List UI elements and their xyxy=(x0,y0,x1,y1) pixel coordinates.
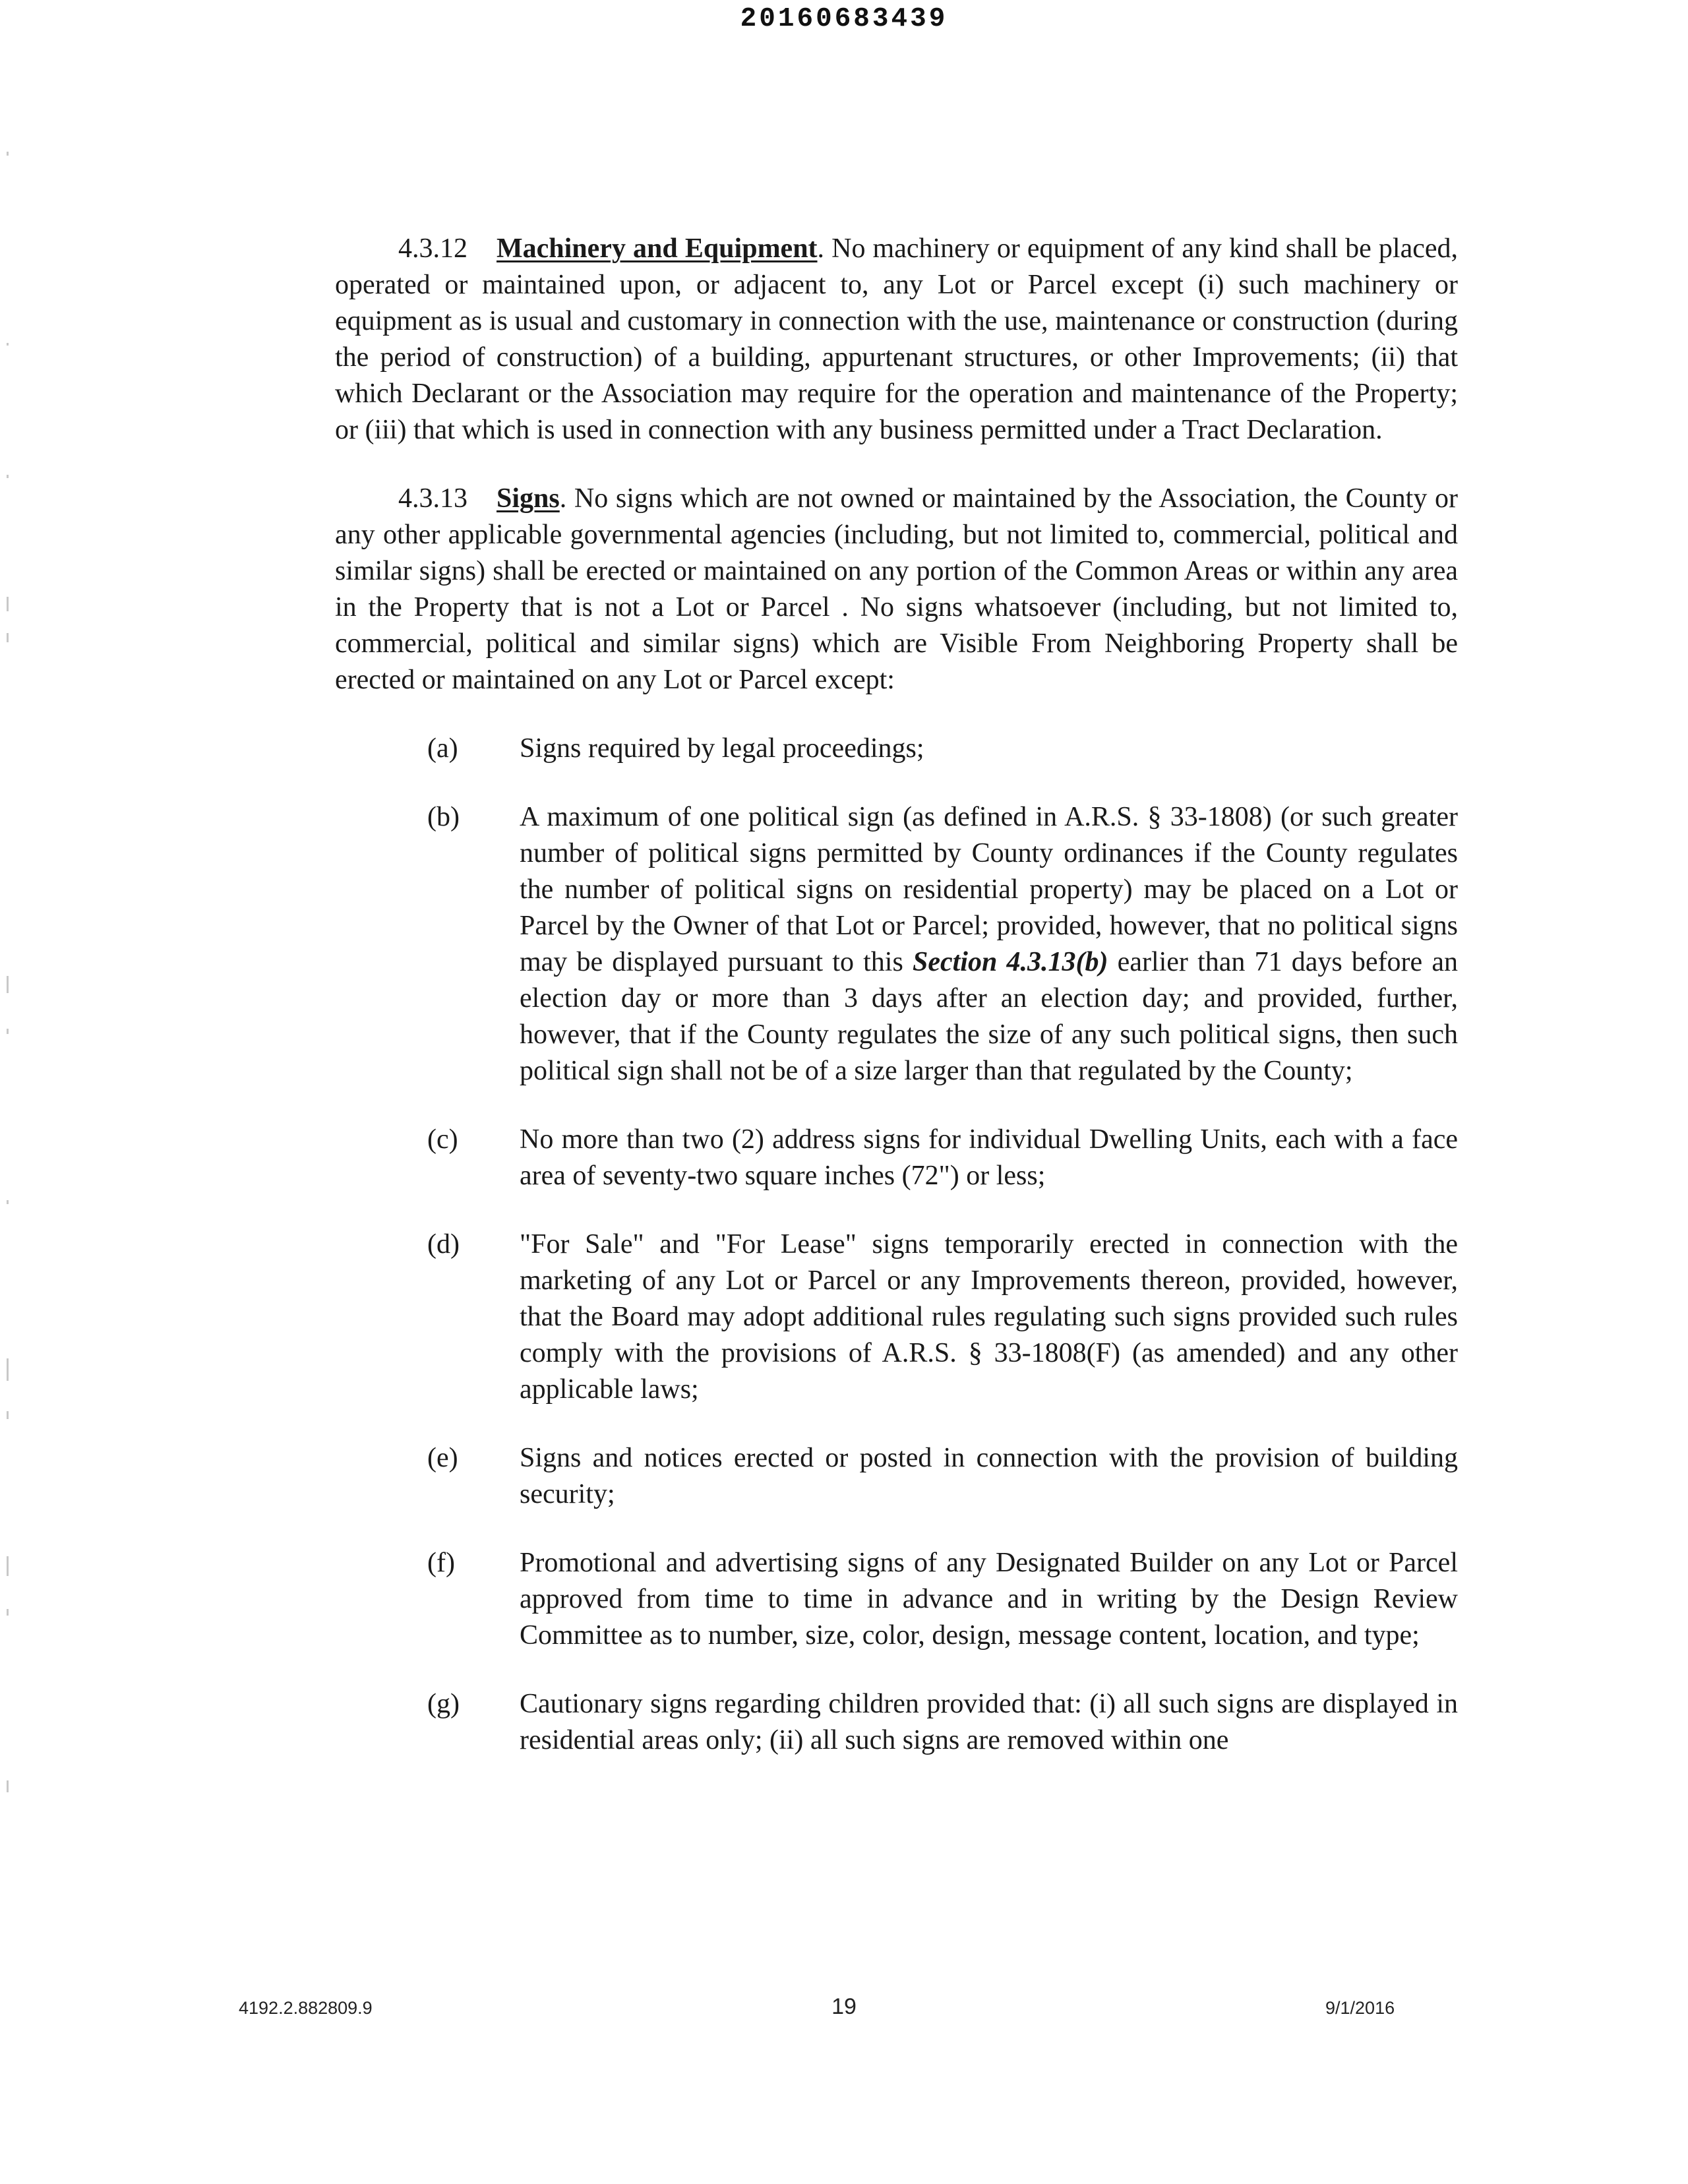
section-heading: Signs xyxy=(497,483,560,514)
footer-doc-id: 4192.2.882809.9 xyxy=(239,1998,373,2018)
item-label: (a) xyxy=(427,733,458,764)
item-text: Signs and notices erected or posted in connection with the provision of building security; xyxy=(520,1443,1458,1509)
item-text: Cautionary signs regarding children provided that: (i) all such signs are displayed in residential areas only; (ii) all such signs are removed within one xyxy=(520,1689,1458,1755)
item-text-after: earlier than 71 days before an election day or more than 3 days after an election day; and provided, further, however, that if the County regulates the size of any such political signs, then such political sign shall not be of a size larger than that regulated by the County; xyxy=(520,947,1459,1086)
page-number: 19 xyxy=(831,1994,857,2019)
section-heading: Machinery and Equipment xyxy=(497,233,818,264)
item-label: (g) xyxy=(427,1689,460,1719)
list-item-b xyxy=(335,799,1458,1089)
document-number: 20160683439 xyxy=(740,4,948,34)
scan-margin-artifacts xyxy=(4,0,13,2184)
list-item-c xyxy=(335,1122,1458,1194)
list-item-f xyxy=(335,1545,1458,1654)
item-text: Promotional and advertising signs of any Designated Builder on any Lot or Parcel approved from time to time in advance and in writing by the Design Review Committee as to number, size, color, design, message content, location, and type; xyxy=(520,1548,1458,1651)
item-label: (f) xyxy=(427,1548,455,1578)
item-text-before: A maximum of one political sign (as defined in A.R.S. § 33-1808) (or such greater number of political signs permitted by County ordinances if the County regulates the number of political signs on residential property) may be placed on a Lot or Parcel by the Owner of that Lot or Parcel; provided, however, that no political signs may be displayed pursuant to this xyxy=(520,802,1458,977)
item-text: Signs required by legal proceedings; xyxy=(520,733,924,764)
section-number: 4.3.12 xyxy=(398,233,467,264)
list-item-e xyxy=(335,1440,1458,1513)
list-item-a xyxy=(335,731,1458,767)
item-label: (c) xyxy=(427,1124,458,1155)
section-text: . No signs which are not owned or maintained by the Association, the County or any other applicable governmental agencies (including, but not limited to, commercial, political and similar signs) shall be erected or maintained on any portion of the Common Areas or within any area in the Property that is not a Lot or Parcel . No signs whatsoever (including, but not limited to, commercial, political and similar signs) which are Visible From Neighboring Property shall be erected or maintained on any Lot or Parcel except: xyxy=(335,483,1458,695)
section-4-3-12 xyxy=(335,231,1458,448)
item-text: "For Sale" and "For Lease" signs temporarily erected in connection with the marketing of any Lot or Parcel or any Improvements thereon, provided, however, that the Board may adopt additional rules regulating such signs provided such rules comply with the provisions of A.R.S. § 33-1808(F) (as amended) and any other applicable laws; xyxy=(520,1229,1458,1405)
item-label: (d) xyxy=(427,1229,460,1259)
footer-date: 9/1/2016 xyxy=(1325,1998,1395,2018)
item-text: No more than two (2) address signs for individual Dwelling Units, each with a face area of seventy-two square inches (72") or less; xyxy=(520,1124,1458,1191)
list-item-d xyxy=(335,1227,1458,1408)
item-label: (e) xyxy=(427,1443,458,1473)
section-reference: Section 4.3.13(b) xyxy=(913,947,1108,977)
item-label: (b) xyxy=(427,802,460,832)
section-4-3-13 xyxy=(335,481,1458,698)
document-body xyxy=(335,231,1458,1791)
section-number: 4.3.13 xyxy=(398,483,467,514)
section-text: . No machinery or equipment of any kind shall be placed, operated or maintained upon, or adjacent to, any Lot or Parcel except (i) such machinery or equipment as is usual and customary in connection with the use, maintenance or construction (during the period of construction) of a building, appurtenant structures, or other Improvements; (ii) that which Declarant or the Association may require for the operation and maintenance of the Property; or (iii) that which is used in connection with any business permitted under a Tract Declaration. xyxy=(335,233,1458,445)
list-item-g xyxy=(335,1686,1458,1759)
